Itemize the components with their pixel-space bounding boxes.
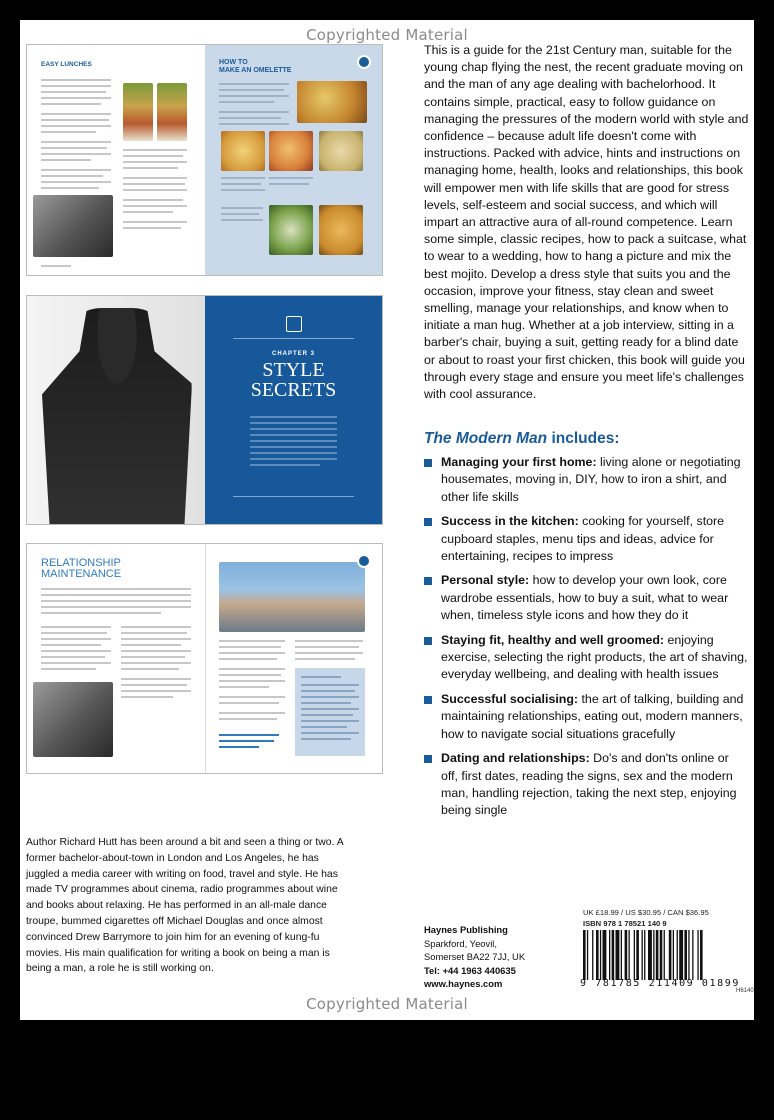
jar-salad-photo-2 — [157, 83, 187, 141]
includes-list — [424, 454, 749, 827]
publisher-address-line1: Sparkford, Yeovil, — [424, 937, 497, 949]
barcode-numbers: 9 781785 211409 01899 — [580, 978, 741, 989]
omelette-title-line1: HOW TO — [219, 59, 248, 66]
chapter-title-line1: STYLE — [262, 359, 325, 381]
spread-page-easy-lunches — [27, 45, 206, 275]
eggs-bowl-photo — [221, 131, 265, 171]
includes-heading — [424, 430, 749, 448]
chapter-title — [205, 360, 382, 400]
list-item: Staying fit, healthy and well groomed: enjoying exercise, selecting the right products, the art of shaving, everyday wellbeing, and dealing with health issues — [424, 632, 749, 684]
relationship-title-line2: MAINTENANCE — [41, 568, 122, 580]
list-item: Managing your first home: living alone or negotiating housemates, moving in, DIY, how to iron a shirt, and other life skills — [424, 454, 749, 506]
jar-salad-photo — [123, 83, 153, 141]
copyright-watermark-bottom: Copyrighted Material — [306, 995, 468, 1013]
group-of-men-photo — [219, 562, 365, 632]
cooking-photo — [319, 131, 363, 171]
folded-omelette-photo — [319, 205, 363, 255]
page-badge-icon-2 — [357, 554, 371, 568]
pan-photo — [269, 131, 313, 171]
house-icon — [286, 316, 302, 332]
publisher-address-line2: Somerset BA22 7JJ, UK — [424, 951, 526, 963]
easy-lunches-title: EASY LUNCHES — [41, 61, 92, 68]
relationship-title — [41, 558, 121, 580]
product-code: H6140 — [736, 988, 754, 994]
publisher-website[interactable]: www.haynes.com — [424, 978, 503, 990]
book-description: This is a guide for the 21st Century man, suitable for the young chap flying the nest, the recent graduate moving on and the man of any age dealing with bachelorhood. It contains simple, practical, easy to follow guidance on managing the pressures of the modern world with style and confidence – because adult life doesn't come with instructions. Packed with advice, hints and instructions on managing home, health, looks and relationships, this book will empower men with life skills that are good for stress levels, self-esteem and social success, and which will impart an attractive aura of all-round competence. Learn some simple, classic recipes, how to pack a suitcase, what to wear to a wedding, how to hang a picture and mix the best mojito. Develop a dress style that suits you and the occasion, improve your fitness, stay clean and sweet smelling, manage your relationships, and know when to initiate a man hug. Whether at a job interview, sitting in a barber's chair, buying a suit, getting ready for a blind date or about to roast your first chicken, this book will guide you through every stage and ensure you meet life's challenges with cool assurance. — [424, 43, 749, 402]
publisher-name: Haynes Publishing — [424, 924, 508, 935]
includes-label: includes: — [547, 430, 620, 447]
bullet-square-icon — [424, 696, 432, 704]
list-item: Success in the kitchen: cooking for yourself, store cupboard staples, menu tips and ideas, advice for entertaining, recipes to impress — [424, 513, 749, 565]
couple-photo — [33, 682, 113, 757]
publisher-info — [424, 923, 574, 991]
relationship-title-line1: RELATIONSHIP — [41, 557, 121, 569]
chapter-panel — [205, 296, 382, 524]
list-item: Successful socialising: the art of talking, building and maintaining relationships, eating out, modern manners, how to navigate social situations gracefully — [424, 691, 749, 743]
barcode — [583, 930, 753, 980]
list-item: Dating and relationships: Do's and don'ts online or off, first dates, reading the signs, sex and the modern man, handling rejection, taking the next step, enjoying being single — [424, 750, 749, 820]
bullet-square-icon — [424, 755, 432, 763]
sample-spread-lunches-omelette — [26, 44, 383, 276]
vintage-photo — [33, 195, 113, 257]
bullet-square-icon — [424, 459, 432, 467]
omelette-photo — [297, 81, 367, 123]
sidebar-box — [295, 668, 365, 756]
chapter-title-line2: SECRETS — [250, 379, 337, 401]
publisher-phone: Tel: +44 1963 440635 — [424, 964, 516, 976]
suited-man-photo — [27, 296, 205, 524]
isbn-line: ISBN 978 1 78521 140 9 — [583, 919, 667, 928]
bullet-square-icon — [424, 637, 432, 645]
back-cover — [20, 20, 754, 1020]
price-line: UK £18.99 / US $30.95 / CAN $36.95 — [583, 908, 709, 917]
spread-page-relationship — [27, 544, 206, 773]
chapter-label: CHAPTER 3 — [271, 351, 315, 357]
sample-spread-relationships — [26, 543, 383, 774]
bullet-square-icon — [424, 577, 432, 585]
spread-page-omelette — [205, 45, 382, 275]
author-bio: Author Richard Hutt has been around a bit and seen a thing or two. A former bachelor-about-town in London and Los Angeles, he has juggled a media career with writing on food, travel and style. He has made TV programmes about cinema, radio programmes about wine and books about relaxing. He has performed in an all-male dance troupe, bummed cigarettes off Michael Douglas and once almost convinced Drew Barrymore to join him for an evening of kung-fu movies. His main qualification for writing a book on being a man is being a man, a role he is still working on. — [26, 837, 344, 975]
bullet-square-icon — [424, 518, 432, 526]
salad-photo — [269, 205, 313, 255]
copyright-watermark-top: Copyrighted Material — [306, 26, 468, 44]
sample-spread-style-secrets — [26, 295, 383, 525]
page-badge-icon — [357, 55, 371, 69]
omelette-title-line2: MAKE AN OMELETTE — [219, 67, 292, 74]
list-item: Personal style: how to develop your own look, core wardrobe essentials, how to buy a suit, what to wear when, timeless style icons and how they do it — [424, 572, 749, 624]
book-title-italic: The Modern Man — [424, 430, 548, 447]
spread-page-group — [205, 544, 382, 773]
